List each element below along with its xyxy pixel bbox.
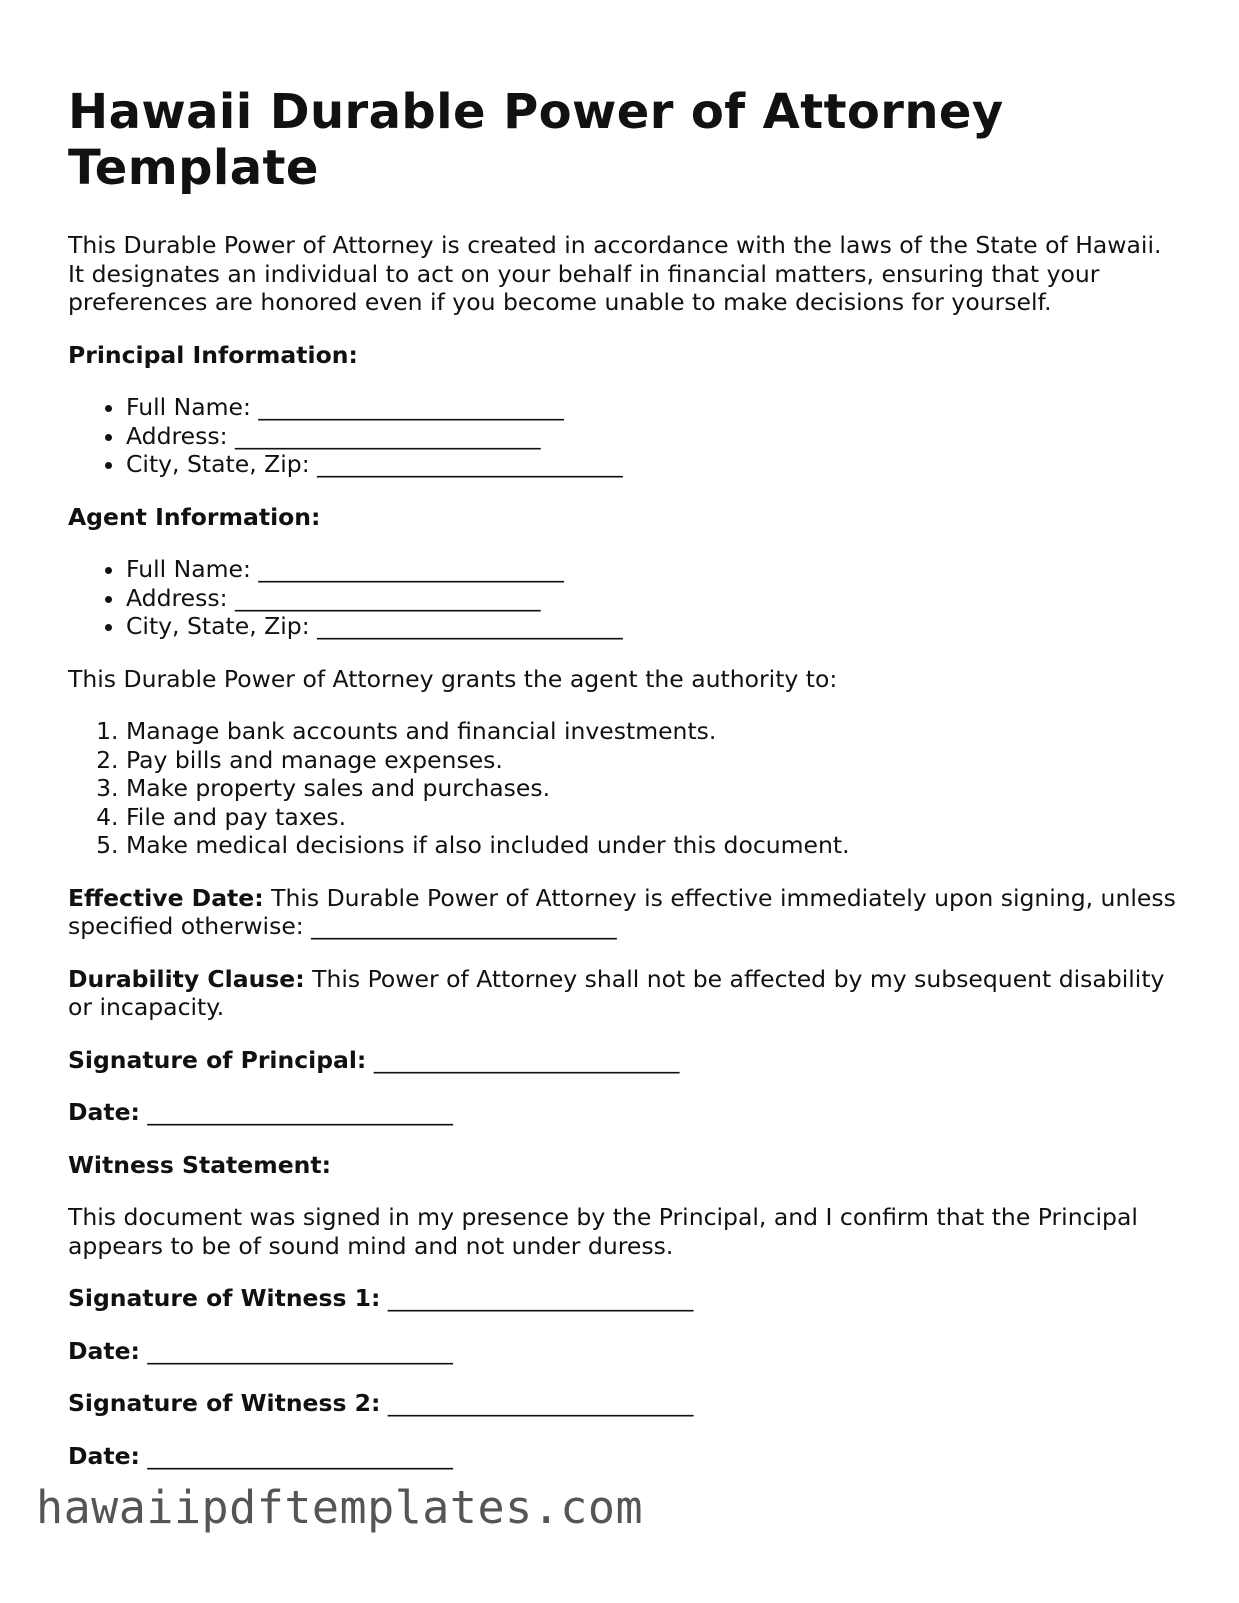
witness1-date-label: Date: bbox=[68, 1336, 140, 1365]
agent-address-field: • Address: __________________________ bbox=[126, 584, 1178, 613]
principal-full-name-field: • Full Name: __________________________ bbox=[126, 393, 1178, 422]
principal-signature-label: Signature of Principal: bbox=[68, 1045, 367, 1074]
principal-date-line bbox=[68, 1098, 1178, 1127]
effective-date-paragraph bbox=[68, 884, 1178, 941]
witness2-date-label: Date: bbox=[68, 1441, 140, 1470]
witness2-signature-line bbox=[68, 1389, 1178, 1418]
authority-item: 3. Make property sales and purchases. bbox=[126, 774, 1178, 803]
durability-label: Durability Clause: bbox=[68, 964, 305, 993]
principal-signature-line bbox=[68, 1046, 1178, 1075]
witness1-date-line bbox=[68, 1337, 1178, 1366]
witness-statement: This document was signed in my presence by the Principal, and I confirm that the Principal appears to be of sound mind and not under duress. bbox=[68, 1203, 1138, 1260]
effective-date-text: This Durable Power of Attorney is effective immediately upon signing, unless specified otherwise: __________________________ bbox=[68, 883, 1176, 940]
principal-signature-blank: __________________________ bbox=[366, 1045, 680, 1074]
document-title: Hawaii Durable Power of Attorney Template bbox=[68, 84, 1004, 196]
principal-address-field: • Address: __________________________ bbox=[126, 422, 1178, 451]
principal-heading: Principal Information: bbox=[68, 340, 358, 369]
witness1-date-blank: __________________________ bbox=[139, 1336, 453, 1365]
durability-text: This Power of Attorney shall not be affected by my subsequent disability or incapacity. bbox=[68, 964, 1165, 1021]
durability-paragraph bbox=[68, 965, 1178, 1022]
authority-item: 4. File and pay taxes. bbox=[126, 803, 1178, 832]
witness1-signature-label: Signature of Witness 1: bbox=[68, 1284, 381, 1312]
principal-date-label: Date: bbox=[68, 1098, 140, 1126]
watermark: hawaiipdftemplates.com bbox=[36, 1481, 644, 1534]
authority-item: 2. Pay bills and manage expenses. bbox=[126, 746, 1178, 775]
principal-city-state-zip-field: • City, State, Zip: __________________________ bbox=[126, 450, 1178, 479]
effective-date-label: Effective Date: bbox=[68, 883, 264, 912]
witness2-signature-blank: __________________________ bbox=[380, 1389, 694, 1417]
authority-item: 5. Make medical decisions if also included under this document. bbox=[126, 831, 1178, 860]
authority-intro: This Durable Power of Attorney grants the agent the authority to: bbox=[68, 664, 838, 693]
agent-fields-list bbox=[68, 555, 1178, 641]
agent-heading: Agent Information: bbox=[68, 502, 321, 531]
witness2-date-line bbox=[68, 1442, 1178, 1471]
principal-fields-list bbox=[68, 393, 1178, 479]
witness1-signature-line bbox=[68, 1284, 1178, 1313]
witness2-date-blank: __________________________ bbox=[139, 1441, 453, 1470]
agent-full-name-field: • Full Name: __________________________ bbox=[126, 555, 1178, 584]
intro-paragraph: This Durable Power of Attorney is created in accordance with the laws of the State of Hawaii. It designates an individual to act on your behalf in financial matters, ensuring that your preferences are honored even if you become unable to make decisions for yourself. bbox=[68, 231, 1162, 316]
principal-date-blank: __________________________ bbox=[139, 1098, 453, 1126]
witness1-signature-blank: __________________________ bbox=[380, 1284, 694, 1312]
authority-item: 1. Manage bank accounts and financial investments. bbox=[126, 717, 1178, 746]
witness-heading: Witness Statement: bbox=[68, 1150, 332, 1179]
agent-city-state-zip-field: • City, State, Zip: __________________________ bbox=[126, 612, 1178, 641]
authority-list bbox=[68, 717, 1178, 860]
document-page bbox=[68, 84, 1178, 1494]
witness2-signature-label: Signature of Witness 2: bbox=[68, 1389, 381, 1417]
